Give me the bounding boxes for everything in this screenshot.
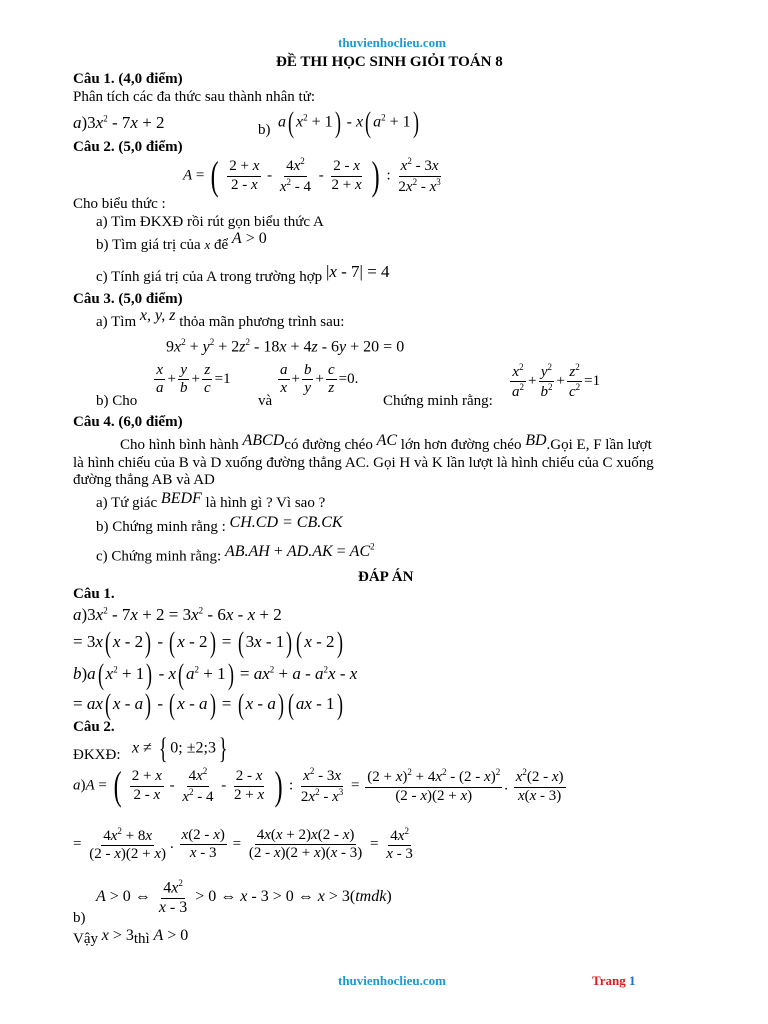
q4-p1-c: lớn hơn đường chéo <box>400 437 522 453</box>
q4-c: c) Chứng minh rằng: $AB.AH + AD.AK = AC^2$ <box>96 542 375 565</box>
q4-a: a) Tứ giác BEDF là hình gì ? Vì sao ? <box>96 490 326 511</box>
q3-b-prove: Chứng minh rằng: <box>383 393 493 409</box>
q2-intro: Cho biểu thức : <box>73 196 166 212</box>
answer-1b-line1: b)a( $x^2 + 1) - x$( $a^2 + 1) = ax^2 + a - a^2x - x$ <box>73 658 358 691</box>
q4-a-post: là hình gì ? Vì sao ? <box>205 495 326 511</box>
q3-b-pre: b) Cho <box>96 393 138 409</box>
q3-b-result: $\frac{x^2}{a^2}$ + $\frac{y^2}{b^2}$ + $\frac{z^2}{c^2}$ =1 <box>512 362 601 401</box>
q4-p1-a: Cho hình bình hành <box>120 437 239 453</box>
answers-title: ĐÁP ÁN <box>358 569 414 585</box>
page-number <box>592 974 635 989</box>
footer-site: thuvienhoclieu.com <box>338 973 446 988</box>
answer-2a-line1: a)A = ( $\frac{2 + x}{2 - x}$ - $\frac{4x^2}{x^2 - 4}$ - $\frac{2 - x}{2 + x}$ ) : $\frac{x^2 - 3x}{2x^2 - x^3}$ = $\frac{(2 + x)^2 + 4x^2 - (2 - x)^2}{(2 - x)(2 + x)}$ . $\frac{x^2(2 - x)}{x(x - 3)}$ <box>73 763 564 808</box>
q3-heading: Câu 3. (5,0 điểm) <box>73 291 183 307</box>
q1-a-expr: $a)3x^2 - 7x + 2$ <box>73 113 165 132</box>
page-title: ĐỀ THI HỌC SINH GIỎI TOÁN 8 <box>276 54 503 70</box>
q2-heading: Câu 2. (5,0 điểm) <box>73 139 183 155</box>
q4-paragraph-2: là hình chiếu của B và D xuống đường thẳng AC. Gọi H và K lần lượt là hình chiếu của C xuống <box>73 455 654 471</box>
answer-2a-line2: = $\frac{4x^2 + 8x}{(2 - x)(2 + x)}$ . $\frac{x(2 - x)}{x - 3}$ = $\frac{4x(x + 2)x(2 - x)}{(2 - x)(2 + x)(x - 3)}$ = $\frac{4x^2}{x - 3}$ <box>73 826 413 863</box>
q3-a: a) Tìm x, y, z thỏa mãn phương trình sau: <box>96 307 345 330</box>
q3-b-cond2: $\frac{a}{x}$ + $\frac{b}{y}$ + $\frac{c}{z}$ =0. <box>280 362 359 397</box>
answers-dkxd: ĐKXĐ: <box>73 747 121 763</box>
q4-heading: Câu 4. (6,0 điểm) <box>73 414 183 430</box>
q1-b-expr: a( $x^2 + 1) - x$( $a^2 + 1$) <box>278 106 419 139</box>
q4-c-pre: c) Chứng minh rằng: <box>96 548 222 565</box>
q4-p1-b: có đường chéo <box>284 437 373 453</box>
q4-paragraph-1: Cho hình bình hành ABCDcó đường chéo AC lớn hơn đường chéo BD.Gọi E, F lần lượt <box>120 432 652 453</box>
q3-b-and: và <box>258 393 273 409</box>
answers-c1: Câu 1. <box>73 586 115 602</box>
q4-b: b) Chứng minh rằng : CH.CD = CB.CK <box>96 514 343 535</box>
q2-c-pre: c) Tính giá trị của A trong trường hợp <box>96 269 323 285</box>
q1-heading: Câu 1. (4,0 điểm) <box>73 71 183 87</box>
answer-2b-conclusion: Vậy x > 3thì A > 0 <box>73 927 189 947</box>
q4-p1-d: .Gọi E, F lần lượt <box>546 437 652 453</box>
q3-equation: $9x^2 + y^2 + 2z^2 - 18x + 4z - 6y + 20 = 0$ <box>166 337 405 356</box>
conclude-pre: Vậy <box>73 931 98 947</box>
q4-a-pre: a) Tứ giác <box>96 495 158 511</box>
answer-1a-line1: $a)3x^2 - 7x + 2 = 3x^2 - 6x - x + 2$ <box>73 605 282 624</box>
q1-b-label: b) <box>258 122 271 138</box>
answer-1a-line2: = 3x( x - 2) - ( x - 2) = ( 3x - 1) ( x - 2) <box>73 626 343 659</box>
q2-c: c) Tính giá trị của A trong trường hợp |x - 7| = 4 <box>96 262 390 285</box>
q2-b-mid: để <box>213 237 229 253</box>
header-site: thuvienhoclieu.com <box>338 35 446 50</box>
q1-intro: Phân tích các đa thức sau thành nhân tử: <box>73 89 316 105</box>
q3-a-post: thỏa mãn phương trình sau: <box>179 314 345 330</box>
answer-1b-line2: = ax( x - a) - ( x - a) = ( x - a) ( ax - 1) <box>73 688 343 721</box>
q4-paragraph-3: đường thẳng AB và AD <box>73 472 215 488</box>
answer-2b-chain: A > 0 ⇔ $\frac{4x^2}{x - 3}$ > 0 ⇔ x - 3 > 0 ⇔ x > 3(tmdk) <box>96 878 392 916</box>
answers-c2: Câu 2. <box>73 719 115 735</box>
answer-2b-label: b) <box>73 910 86 926</box>
q2-expression: A = ( $\frac{2 + x}{2 - x}$ - $\frac{4x^2}{x^2 - 4}$ - $\frac{2 - x}{2 + x}$ ) : $\frac{x^2 - 3x}{2x^2 - x^3}$ <box>183 153 441 198</box>
q2-b: b) Tìm giá trị của x để A > 0 <box>96 230 267 253</box>
q2-b-pre: b) Tìm giá trị của <box>96 237 201 253</box>
page-num: 1 <box>628 973 636 988</box>
q4-b-pre: b) Chứng minh rằng : <box>96 519 226 535</box>
q3-b-cond1: $\frac{x}{a}$ + $\frac{y}{b}$ + $\frac{z}{c}$ =1 <box>156 362 231 397</box>
q2-a: a) Tìm ĐKXĐ rồi rút gọn biểu thức A <box>96 214 324 230</box>
answer-dkxd-set: x ≠ { 0; ±2;3} <box>132 732 228 765</box>
conclude-mid: thì <box>133 931 150 947</box>
q3-a-pre: a) Tìm <box>96 314 137 330</box>
page-label: Trang <box>592 973 626 988</box>
